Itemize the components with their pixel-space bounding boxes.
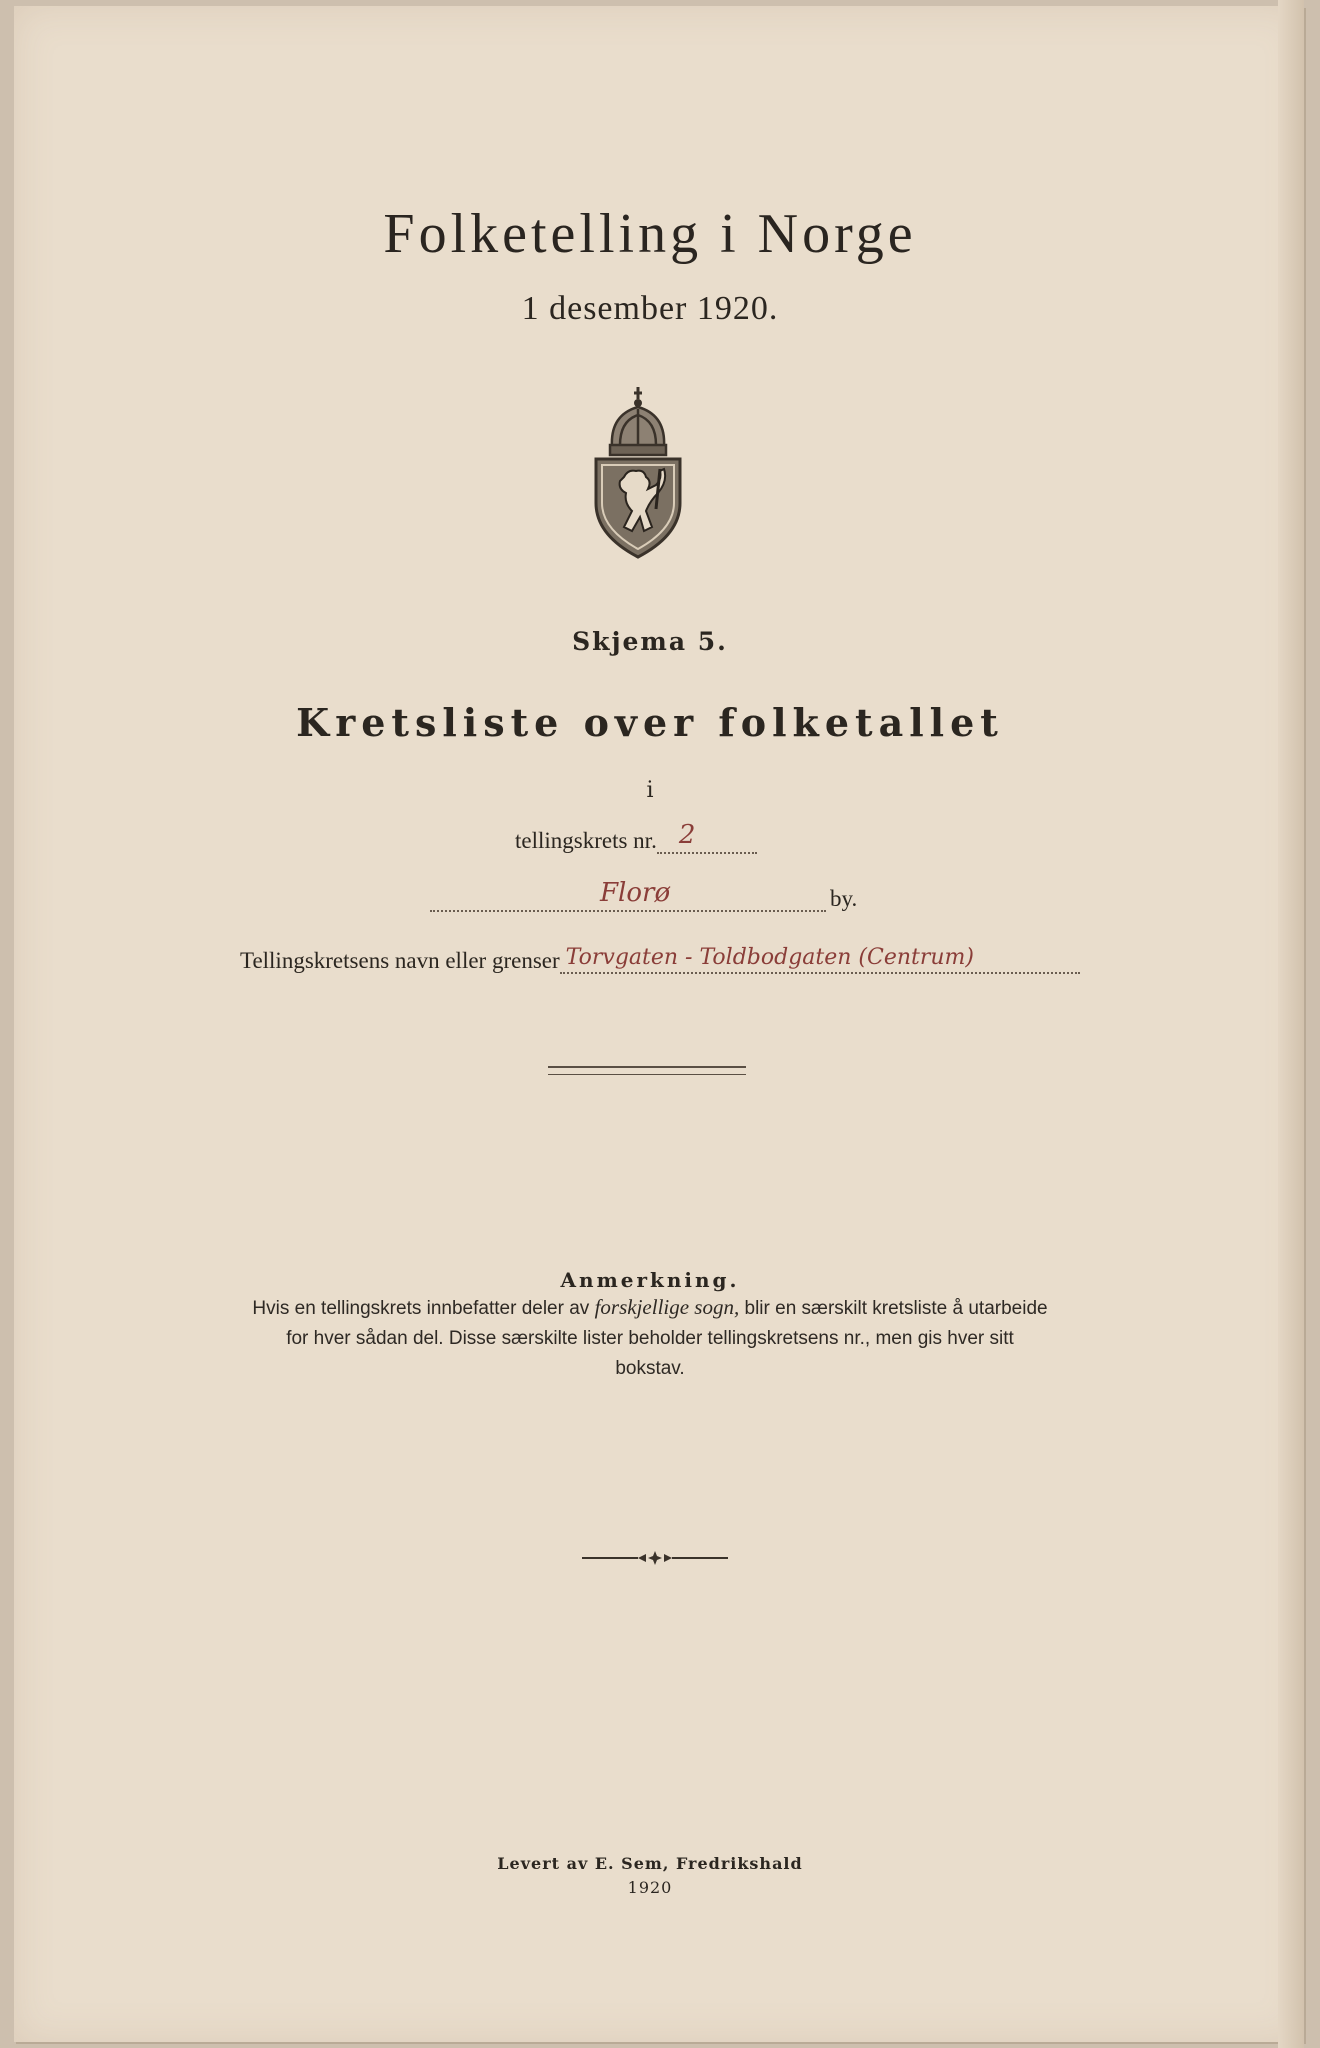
divider (548, 1066, 746, 1075)
printer-imprint: Levert av E. Sem, Fredrikshald (497, 1854, 803, 1873)
town-suffix: by. (830, 886, 858, 911)
ornament-divider-icon (580, 1548, 730, 1568)
town-field (430, 876, 826, 912)
town-line (430, 876, 857, 912)
town-value: Florø (600, 878, 671, 908)
note-text-part1: Hvis en tellingskrets innbefatter deler av (252, 1298, 590, 1319)
note-heading: Anmerkning. (560, 1268, 740, 1292)
boundary-label: Tellingskretsens navn eller grenser (240, 948, 560, 973)
boundary-line (240, 938, 1080, 974)
district-number-line (515, 818, 757, 854)
schema-number: Skjema 5. (572, 627, 728, 656)
connector-word: i (646, 778, 654, 803)
district-field (657, 818, 757, 854)
norwegian-coat-of-arms-icon (590, 385, 686, 560)
form-heading: Kretsliste over folketallet (296, 700, 1004, 745)
document-title: Folketelling i Norge (383, 203, 917, 265)
imprint-year: 1920 (627, 1878, 673, 1897)
district-value: 2 (678, 820, 696, 850)
note-text-part2: blir en særskilt kretsliste å utarbeide for hver sådan del. Disse særskilte lister beholder tellingskretsens nr., men gis hver sitt bokstav. (286, 1298, 1048, 1379)
census-date: 1 desember 1920. (521, 290, 779, 327)
note-text (250, 1292, 1050, 1384)
boundary-field (560, 938, 1080, 974)
note-emphasis: forskjellige sogn, (594, 1295, 740, 1319)
district-label: tellingskrets nr. (515, 828, 657, 853)
boundary-value: Torvgaten - Toldbodgaten (Centrum) (565, 945, 974, 970)
